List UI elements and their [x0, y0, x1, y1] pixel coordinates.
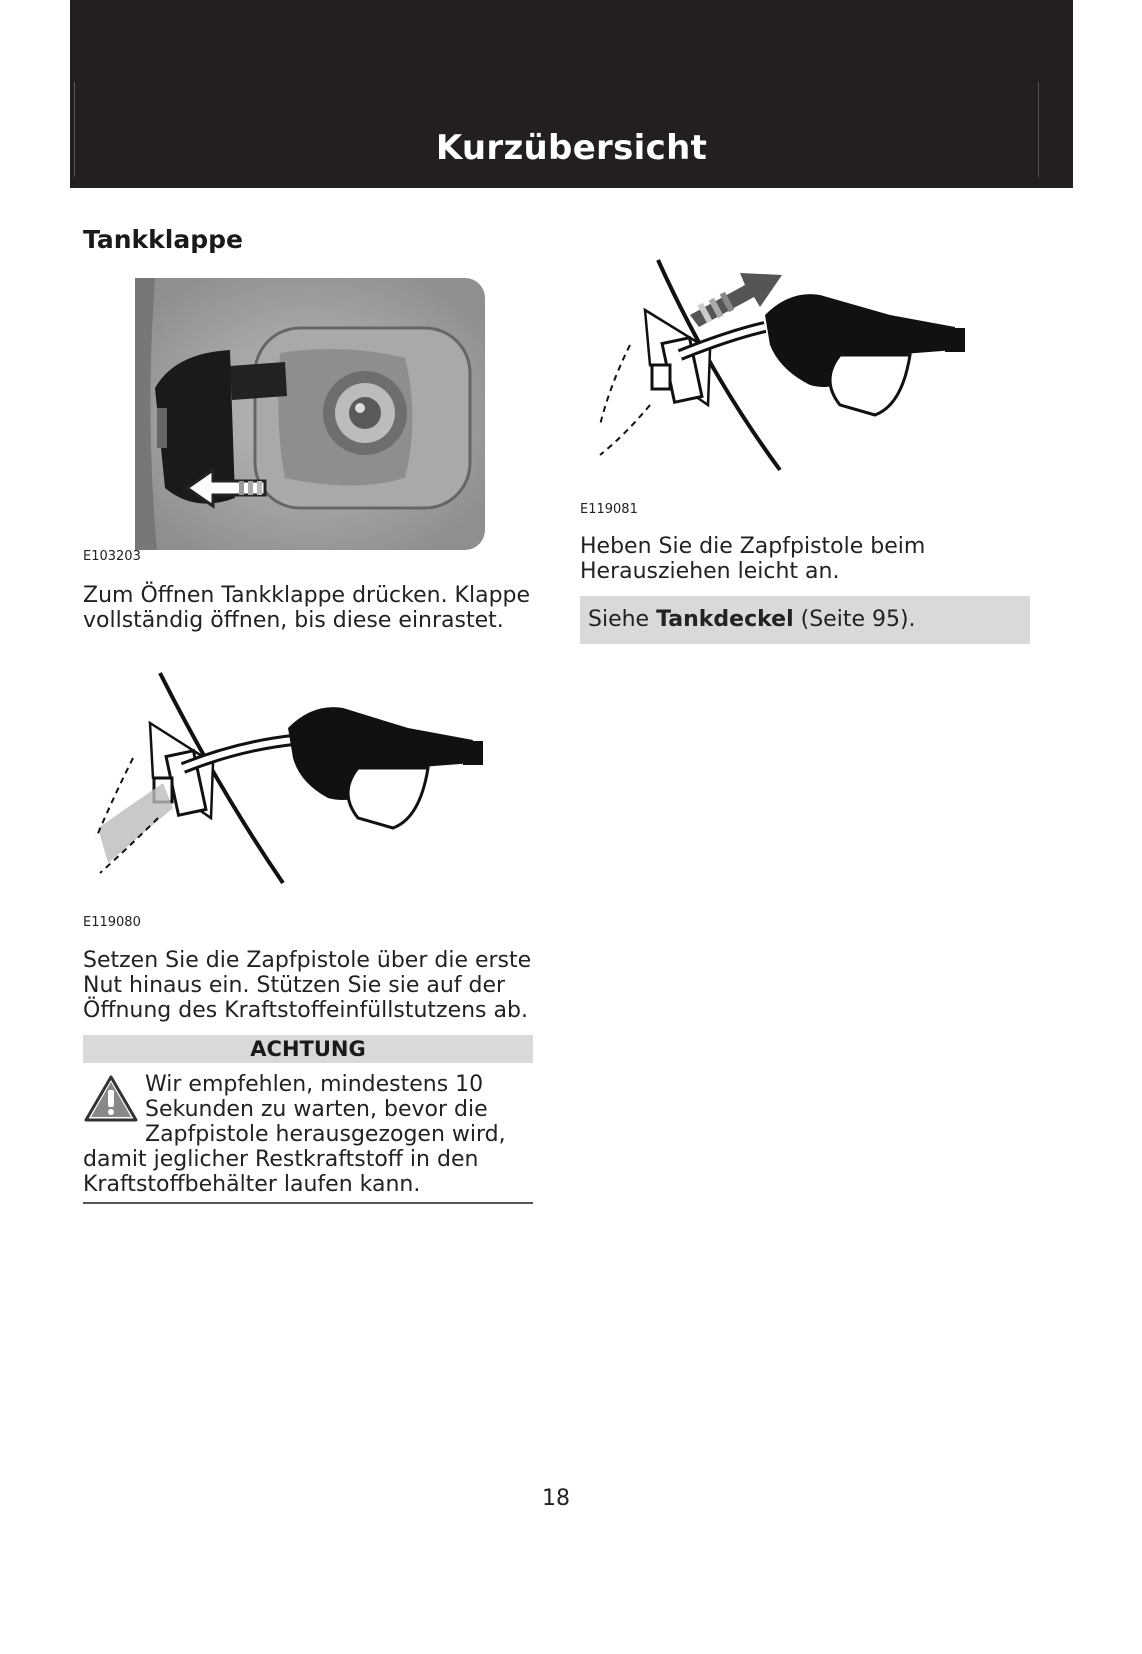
nozzle-removal-illustration — [590, 255, 1000, 480]
section-title: Tankklappe — [83, 225, 243, 254]
warning-text-first: Wir empfehlen, mindestens 10 Sekunden zu warten, bevor die Zapfpistole herausgezogen wird, — [145, 1072, 506, 1147]
warning-bottom-rule — [83, 1202, 533, 1204]
page-header — [70, 0, 1073, 188]
figure-code-e119080: E119080 — [83, 915, 141, 930]
paragraph-insert-nozzle: Setzen Sie die Zapfpistole über die erste Nut hinaus ein. Stützen Sie sie auf der Öffnung des Kraftstoffeinfüllstutzens ab. — [83, 948, 532, 1023]
warning-text-second: damit jeglicher Restkraftstoff in den Kraftstoffbehälter laufen kann. — [83, 1147, 479, 1197]
see-also-text: Siehe Tankdeckel (Seite 95). — [588, 607, 916, 632]
warning-heading: ACHTUNG — [83, 1035, 533, 1063]
paragraph-lift-nozzle: Heben Sie die Zapfpistole beim Herausziehen leicht an. — [580, 534, 926, 584]
figure-code-e119081: E119081 — [580, 502, 638, 517]
page-title: Kurzübersicht — [435, 128, 708, 168]
see-also-box — [580, 596, 1030, 644]
nozzle-insertion-illustration — [88, 668, 498, 893]
figure-code-e103203: E103203 — [83, 549, 141, 564]
fuel-flap-photo — [135, 278, 485, 550]
paragraph-open-flap: Zum Öffnen Tankklappe drücken. Klappe vollständig öffnen, bis diese einrastet. — [83, 583, 531, 633]
see-also-link[interactable]: Tankdeckel — [656, 607, 794, 632]
page-number: 18 — [542, 1486, 570, 1511]
warning-triangle-icon — [83, 1074, 139, 1124]
